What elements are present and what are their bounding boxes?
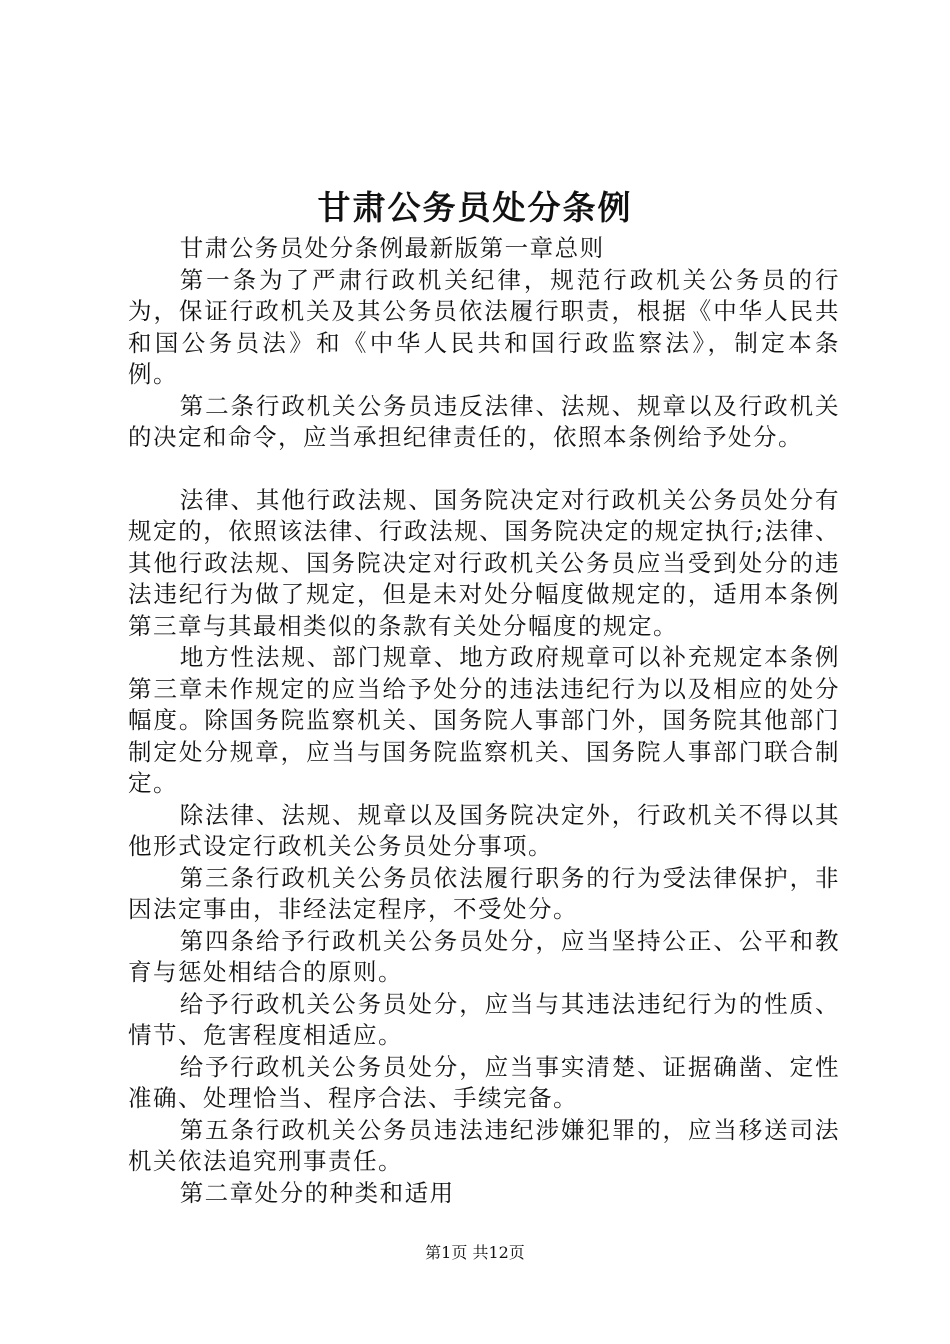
article-paragraph: 法律、其他行政法规、国务院决定对行政机关公务员处分有规定的，依照该法律、行政法规、国务院决定的规定执行;法律、其他行政法规、国务院决定对行政机关公务员应当受到处分的违法违纪行为做了规定，但是未对处分幅度做规定的，适用本条例第三章与其最相类似的条款有关处分幅度的规定。 [128,485,840,640]
article-paragraph: 给予行政机关公务员处分，应当与其违法违纪行为的性质、情节、危害程度相适应。 [128,989,840,1049]
article-paragraph: 第二条行政机关公务员违反法律、法规、规章以及行政机关的决定和命令，应当承担纪律责任的，依照本条例给予处分。 [128,391,840,451]
chapter-heading: 甘肃公务员处分条例最新版第一章总则 [179,234,605,262]
article-paragraph: 第四条给予行政机关公务员处分，应当坚持公正、公平和教育与惩处相结合的原则。 [128,926,840,986]
chapter-heading: 第二章处分的种类和适用 [179,1178,455,1207]
page-number: 第1页 共12页 [425,1243,525,1262]
article-paragraph: 第三条行政机关公务员依法履行职务的行为受法律保护，非因法定事由，非经法定程序，不受处分。 [128,863,840,923]
document-title: 甘肃公务员处分条例 [317,188,633,227]
article-paragraph: 地方性法规、部门规章、地方政府规章可以补充规定本条例第三章未作规定的应当给予处分的违法违纪行为以及相应的处分幅度。除国务院监察机关、国务院人事部门外，国务院其他部门制定处分规章，应当与国务院监察机关、国务院人事部门联合制定。 [128,643,840,797]
document-body [128,233,840,1209]
article-paragraph: 给予行政机关公务员处分，应当事实清楚、证据确凿、定性准确、处理恰当、程序合法、手续完备。 [128,1052,840,1112]
article-paragraph: 除法律、法规、规章以及国务院决定外，行政机关不得以其他形式设定行政机关公务员处分事项。 [128,800,840,860]
article-paragraph: 第五条行政机关公务员违法违纪涉嫌犯罪的，应当移送司法机关依法追究刑事责任。 [128,1115,840,1175]
article-paragraph: 第一条为了严肃行政机关纪律，规范行政机关公务员的行为，保证行政机关及其公务员依法履行职责，根据《中华人民共和国公务员法》和《中华人民共和国行政监察法》，制定本条例。 [128,265,840,388]
